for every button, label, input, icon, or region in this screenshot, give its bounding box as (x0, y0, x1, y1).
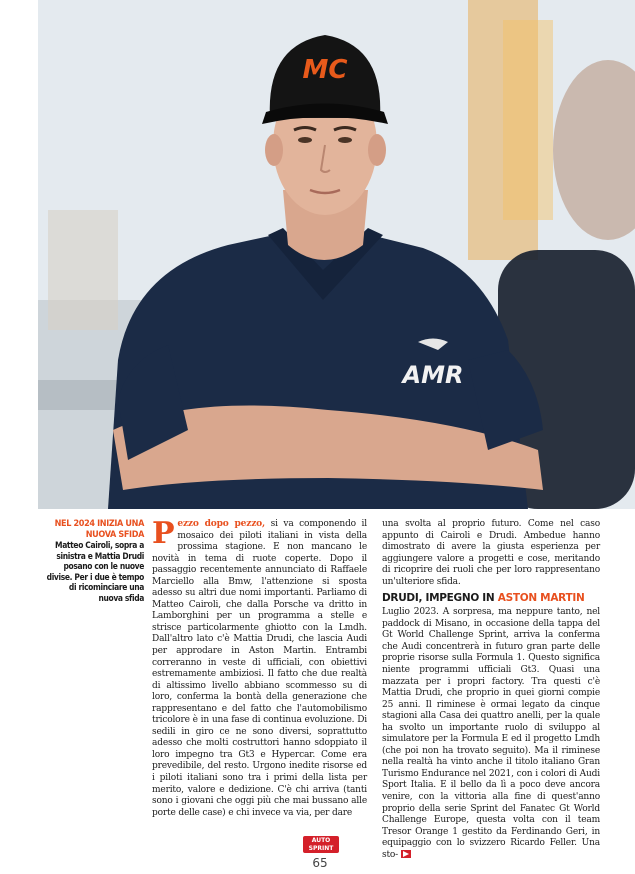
logo-line-1: AUTO (311, 837, 331, 844)
magazine-logo (303, 836, 339, 853)
subhead-prefix: DRUDI, IMPEGNO IN (382, 592, 498, 605)
article-paragraph (152, 516, 367, 819)
shirt-logo: AMR (402, 361, 464, 389)
cap-logo: MC (302, 55, 348, 85)
article-lead: ezzo dopo pezzo, (177, 519, 265, 529)
caption-body: Matteo Cairoli, sopra a sinistra e Mattia Drudi posano con le nuove divise. Per i due è tempo di ricominciare una nuova sfida (46, 540, 144, 603)
drop-cap: P (152, 516, 175, 551)
caption-title: NEL 2024 INIZIA UNA NUOVA SFIDA (54, 519, 144, 540)
driver-portrait-illustration (38, 0, 635, 509)
page-number: 65 (312, 856, 328, 870)
article-paragraph-2 (382, 607, 600, 861)
section-subhead (382, 592, 600, 604)
article-body-1-continued: una svolta al proprio futuro. Come nel caso appunto di Cairoli e Drudi. Ambedue hanno dimostrato di avere la giusta esperienza per aggiungere valore a progetti e cose, meritando di ricoprire dei ruoli che per loro rappresentano un'ulteriore sfida. (382, 519, 600, 587)
continue-arrow-icon (401, 850, 411, 858)
subhead-accent: ASTON MARTIN (497, 592, 585, 605)
article-column-left (152, 516, 367, 829)
logo-line-2: SPRINT (308, 845, 334, 852)
article-body-1: si va componendo il mosaico dei piloti italiani in vista della prossima stagione. E non mancano le novità in tema di ruote coperte. Dopo il passaggio recentemente annunciato di Raffaele Marciello alla Bmw, l'attenzione si sposta adesso su altri due nomi importanti. Parliamo di Matteo Cairoli, che dalla Porsche va dritto in Lamborghini per un programma a stelle e strisce particolarmente ghiotto con la Lmdh. Dall'altro lato c'è Mattia Drudi, che lascia Audi per approdare in Aston Martin. Entrambi correranno in veste di ufficiali, con obiettivi estremamente ambiziosi. Il fatto che due realtà di altissimo livello abbiano scommesso su di loro, conferma la bontà della generazione che rappresentano e del fatto che l'automobilismo tricolore è in una fase di continua evoluzione. Di sedili in giro ce ne sono diversi, soprattutto adesso che molti costruttori hanno sdoppiato il loro impegno tra Gt3 e Hypercar. Come era prevedibile, del resto. Urgono inedite risorse ed i piloti italiani sono tra i primi della lista per merito, valore e dedizione. C'è chi arriva (tanti sono i giovani che oggi più che mai bussano alle porte delle case) e chi invece va via, per dare (152, 519, 367, 818)
article-body-2: Luglio 2023. A sorpresa, ma neppure tanto, nel paddock di Misano, in occasione della tappa del Gt World Challenge Sprint, arriva la conferma che Audi concentrerà in futuro gran parte delle proprie risorse sulla Formula 1. Questo significa niente programmi ufficiali Gt3. Quasi una mazzata per i propri factory. Tra questi c'è Mattia Drudi, che proprio in quei giorni compie 25 anni. Il riminese è ormai legato da cinque stagioni alla Casa dei quattro anelli, per la quale ha svolto un importante ruolo di sviluppo al simulatore per la Formula E ed il progetto Lmdh (che poi non ha trovato seguito). Ma il riminese nella realtà ha vinto anche il titolo italiano Gran Turismo Endurance nel 2021, con i colori di Audi Sport Italia. E il bello da lì a poco deve ancora venire, con la vittoria alla fine di quest'anno proprio della serie Sprint del Fanatec Gt World Challenge Europe, questa volta con il team Tresor Orange 1 gestito da Ferdinando Geri, in equipaggio con lo svizzero Ricardo Feller. Una sto- (382, 607, 600, 860)
article-column-right (382, 519, 600, 861)
hero-photo (38, 0, 635, 509)
photo-caption (44, 519, 144, 604)
